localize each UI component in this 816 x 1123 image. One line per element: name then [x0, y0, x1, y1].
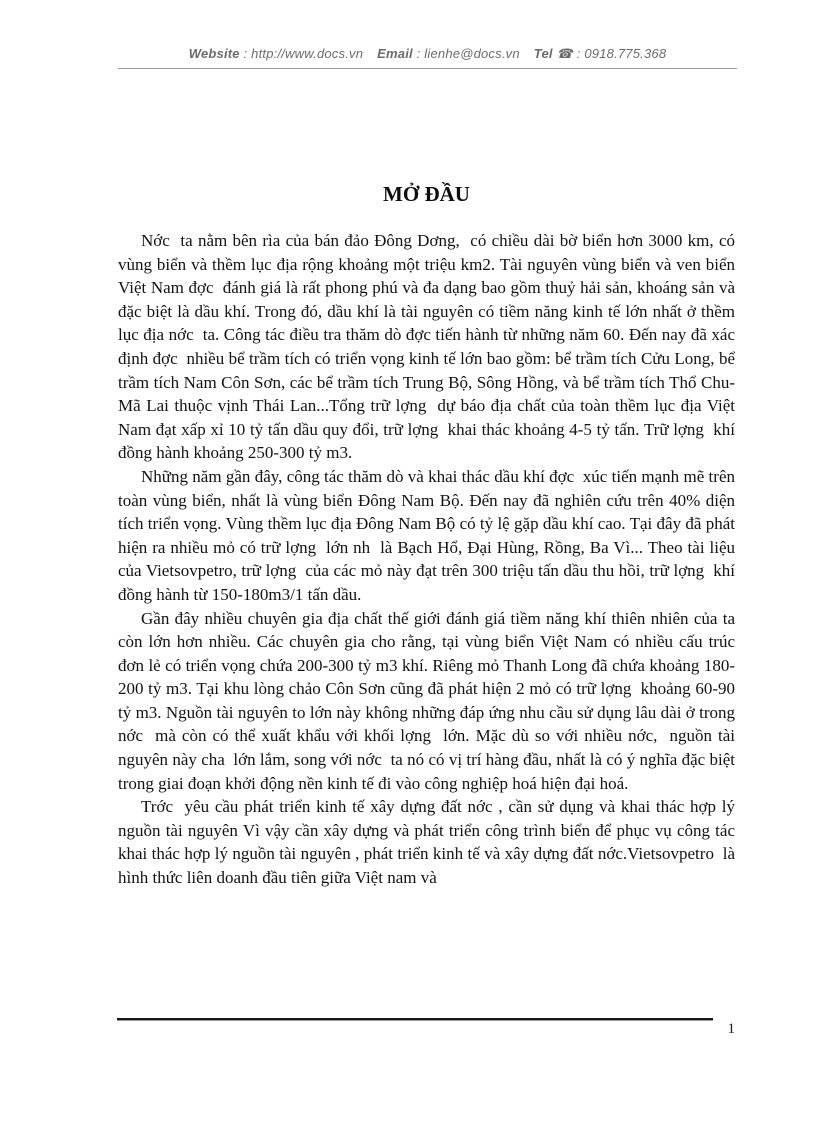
paragraph-3: Gần đây nhiều chuyên gia địa chất thế giới đánh giá tiềm năng khí thiên nhiên của ta còn lớn hơn nhiều. Các chuyên gia cho rằng, tại vùng biển Việt Nam có nhiều cấu trúc đơn lẻ có triển vọng chứa 200-300 tỷ m3 khí. Riêng mỏ Thanh Long đã chứa khoảng 180-200 tỷ m3. Tại khu lòng chảo Côn Sơn cũng đã phát hiện 2 mỏ có trữ lợng khoảng 60-90 tỷ m3. Nguồn tài nguyên to lớn này không những đáp ứng nhu cầu sử dụng lâu dài ở trong nớc mà còn có thể xuất khẩu với khối lợng lớn. Mặc dù so với nhiều nớc, nguồn tài nguyên này cha lớn lắm, song với nớc ta nó có vị trí hàng đầu, nhất là có ý nghĩa đặc biệt trong giai đoạn khởi động nền kinh tế đi vào công nghiệp hoá hiện đại hoá. [118, 608, 740, 793]
website-label: Website [188, 46, 240, 61]
header-tel-group [534, 46, 666, 61]
header-website-group [189, 46, 363, 61]
tel-number: : 0918.775.368 [572, 46, 667, 61]
page-number: 1 [727, 1021, 735, 1037]
email-address: : lienhe@docs.vn [412, 46, 520, 61]
fax-icon: ☎ [556, 46, 573, 61]
paragraph-4: Trớc yêu cầu phát triển kinh tế xây dựng đất nớc , cần sử dụng và khai thác hợp lý nguồn tài nguyên Vì vậy cần xây dựng và phát triển công trình biển để phục vụ công tác khai thác hợp lý nguồn tài nguyên , phát triển kinh tế và xây dựng đất nớc.Vietsovpetro là hình thức liên doanh đầu tiên giữa Việt nam và [118, 797, 740, 888]
header-divider-line [118, 68, 737, 69]
header-contact-info [118, 45, 737, 63]
email-label: Email [377, 46, 413, 61]
tel-label: Tel [533, 46, 553, 61]
website-url: : http://www.docs.vn [239, 46, 364, 61]
document-body [118, 229, 740, 890]
page-title: MỞ ĐẦU [383, 182, 470, 206]
header-email-group [377, 46, 520, 61]
paragraph-2: Những năm gần đây, công tác thăm dò và khai thác dầu khí đợc xúc tiến mạnh mẽ trên toàn vùng biển, nhất là vùng biển Đông Nam Bộ. Đến nay đã nghiên cứu trên 40% diện tích triển vọng. Vùng thềm lục địa Đông Nam Bộ có tỷ lệ gặp dầu khí cao. Tại đây đã phát hiện ra nhiều mỏ có trữ lợng lớn nh là Bạch Hổ, Đại Hùng, Rồng, Ba Vì... Theo tài liệu của Vietsovpetro, trữ lợng của các mỏ này đạt trên 300 triệu tấn dầu thu hồi, trữ lợng khí đồng hành từ 150-180m3/1 tấn dầu. [118, 466, 740, 604]
paragraph-1: Nớc ta nằm bên rìa của bán đảo Đông Dơng, có chiều dài bờ biển hơn 3000 km, có vùng biển và thềm lục địa rộng khoảng một triệu km2. Tài nguyên vùng biển và ven biển Việt Nam đợc đánh giá là rất phong phú và đa dạng bao gồm thuỷ hải sản, khoáng sản và đặc biệt là dầu khí. Trong đó, dầu khí là tài nguyên có tiềm năng kinh tế lớn nhất ở thềm lục địa nớc ta. Công tác điều tra thăm dò đợc tiến hành từ những năm 60. Đến nay đã xác định đợc nhiều bể trầm tích có triển vọng kinh tế lớn bao gồm: bể trầm tích Cửu Long, bể trầm tích Nam Côn Sơn, các bể trầm tích Trung Bộ, Sông Hồng, và bể trầm tích Thổ Chu-Mã Lai thuộc vịnh Thái Lan...Tổng trữ lợng dự báo địa chất của toàn thềm lục địa Việt Nam đạt xấp xỉ 10 tỷ tấn dầu quy đổi, trữ lợng khai thác khoảng 4-5 tỷ tấn. Trữ lợng khí đồng hành khoảng 250-300 tỷ m3. [118, 231, 740, 463]
